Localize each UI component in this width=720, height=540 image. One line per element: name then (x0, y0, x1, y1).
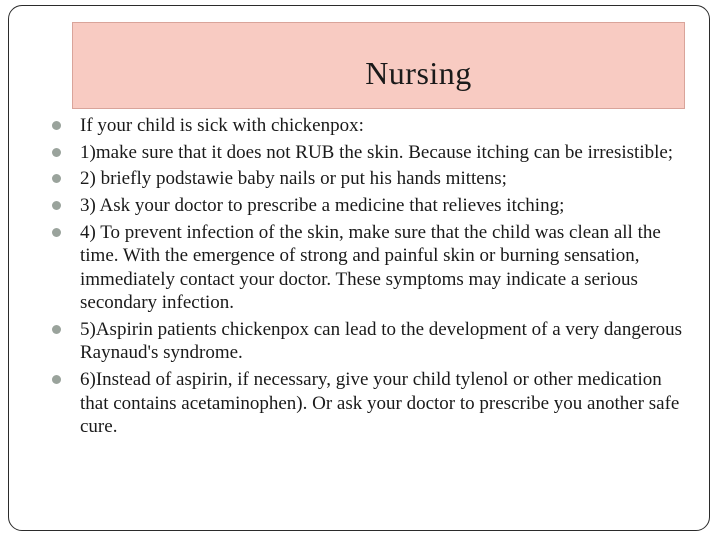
bullet-dot-icon (52, 148, 61, 157)
list-item-text: 1)make sure that it does not RUB the skin. Because itching can be irresistible; (80, 141, 674, 163)
page-title: Nursing (365, 55, 472, 91)
list-item-text: 2) briefly podstawie baby nails or put his hands mittens; (80, 168, 507, 190)
bullet-dot-icon (52, 201, 61, 210)
list-item-text: 3) Ask your doctor to prescribe a medicine that relieves itching; (80, 195, 565, 217)
list-item-text: 6)Instead of aspirin, if necessary, give your child tylenol or other medication that contains acetaminophen). Or ask your doctor to prescribe you another safe cure. (80, 369, 680, 438)
list-item (52, 194, 692, 218)
bullet-dot-icon (52, 228, 61, 237)
bullet-dot-icon (52, 375, 61, 384)
list-item (52, 368, 692, 439)
title-banner (72, 22, 685, 109)
list-item (52, 114, 692, 138)
bullet-list (52, 114, 692, 442)
list-item-text: If your child is sick with chickenpox: (80, 115, 364, 136)
list-item (52, 167, 692, 191)
bullet-dot-icon (52, 121, 61, 130)
list-item (52, 141, 692, 165)
list-item (52, 318, 692, 365)
bullet-dot-icon (52, 325, 61, 334)
list-item-text: 5)Aspirin patients chickenpox can lead to the development of a very dangerous Raynaud's syndrome. (80, 318, 682, 364)
list-item-text: 4) To prevent infection of the skin, make sure that the child was clean all the time. With the emergence of strong and painful skin or burning sensation, immediately contact your doctor. These symptoms may indicate a serious secondary infection. (80, 221, 661, 314)
bullet-dot-icon (52, 174, 61, 183)
list-item (52, 221, 692, 315)
